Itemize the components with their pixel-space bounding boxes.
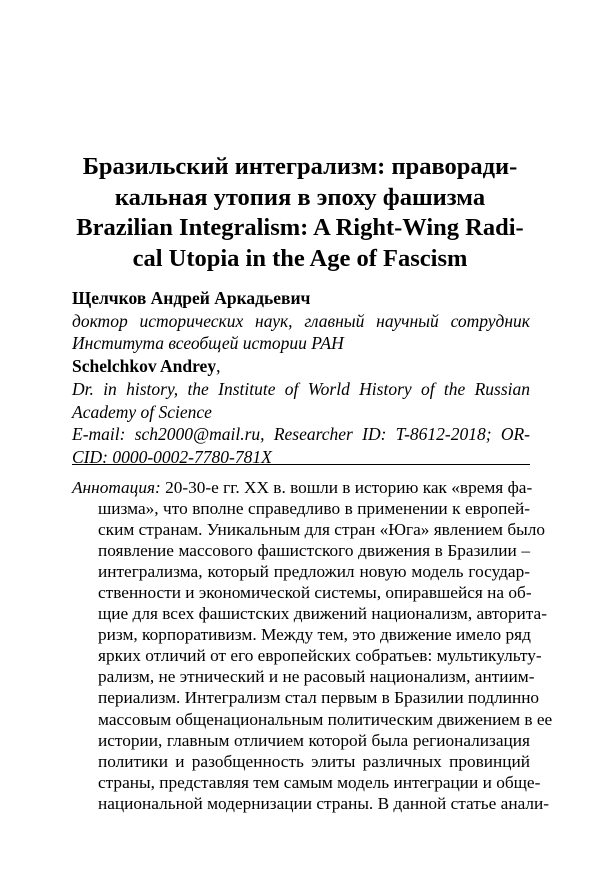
- abstract-line: политики и разобщенность элиты различных провинций: [98, 751, 530, 771]
- abstract-line: страны, представляя тем самым модель интеграции и обще-: [98, 772, 541, 792]
- author-block: [72, 287, 530, 469]
- title-line: cal Utopia in the Age of Fascism: [132, 244, 468, 272]
- article-title: [60, 152, 540, 274]
- abstract-line: Аннотация: 20-30-е гг. XX в. вошли в историю как «время фа-: [72, 478, 533, 497]
- abstract-line: щие для всех фашистских движений национализм, авторита-: [98, 604, 547, 624]
- author-affiliation-ru: доктор исторических наук, главный научный сотрудник: [72, 310, 530, 331]
- title-line: кальная утопия в эпоху фашизма: [114, 183, 486, 211]
- abstract-line: шизма», что вполне справедливо в применении к европей-: [98, 499, 530, 519]
- abstract-line: истории, главным отличием которой была регионализация: [98, 730, 530, 750]
- abstract-line: массовым общенациональным политическим движением в ее: [98, 709, 553, 729]
- title-line: Бразильский интегрализм: праворади-: [82, 153, 518, 180]
- abstract: [72, 477, 553, 814]
- abstract-line: ским странам. Уникальным для стран «Юга» явлением было: [98, 520, 545, 540]
- abstract-line: рализм, не этнический и не расовый национализм, антиим-: [98, 667, 535, 687]
- author-contact: E-mail: sch2000@mail.ru, Researcher ID: T-8612-2018; OR-: [72, 424, 530, 445]
- abstract-line: национальной модернизации страны. В данной статье анали-: [98, 793, 550, 813]
- abstract-line: ственности и экономической системы, опиравшейся на об-: [98, 583, 532, 603]
- abstract-line: периализм. Интегрализм стал первым в Бразилии подлинно: [98, 688, 540, 708]
- abstract-line: ризм, корпоративизм. Между тем, это движение имело ряд: [98, 625, 531, 645]
- section-divider: [72, 464, 530, 465]
- abstract-line: интегрализма, который предложил новую модель государ-: [98, 562, 530, 582]
- abstract-line: ярких отличий от его европейских собратьев: мультикульту-: [98, 646, 542, 666]
- author-name-en: Schelchkov Andrey,: [72, 356, 221, 377]
- abstract-label: Аннотация:: [72, 478, 161, 497]
- author-affiliation-ru: Института всеобщей истории РАН: [72, 333, 344, 354]
- author-affiliation-en: Academy of Science: [72, 401, 212, 422]
- author-affiliation-en: Dr. in history, the Institute of World History of the Russian: [72, 378, 530, 399]
- author-contact: CID: 0000-0002-7780-781X: [72, 446, 272, 467]
- author-name-ru: Щелчков Андрей Аркадьевич: [72, 288, 311, 308]
- abstract-line: появление массового фашистского движения в Бразилии –: [98, 541, 530, 561]
- title-line: Brazilian Integralism: A Right-Wing Radi-: [76, 214, 524, 241]
